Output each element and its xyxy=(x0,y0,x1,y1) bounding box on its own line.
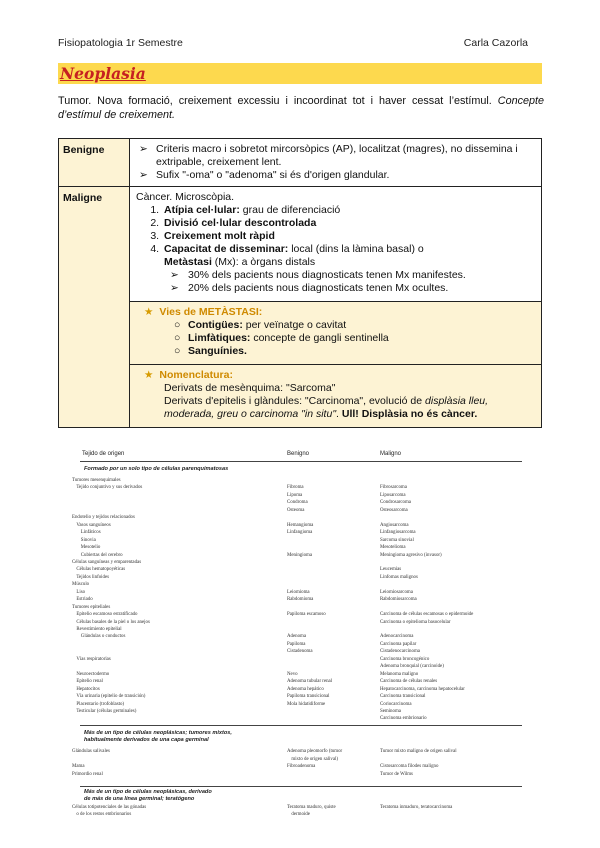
arrow-icon: ➢ xyxy=(170,282,179,294)
figure-cell: Carcinoma transicional xyxy=(380,694,426,700)
figure-cell: Linfangiosarcoma xyxy=(380,530,416,536)
figure-section-title: Formado por un solo tipo de células parenquimatosas xyxy=(84,466,229,472)
figure-header-benign: Benigno xyxy=(287,451,310,457)
vies-section xyxy=(130,301,541,364)
neoplasia-table xyxy=(58,138,542,428)
figure-cell: Glándulas salivales xyxy=(72,749,110,754)
figure-cell: Endotelio y tejidos relacionados xyxy=(72,515,135,521)
figure-cell: Linfangioma xyxy=(287,530,313,536)
figure-cell: Mesotelio xyxy=(80,545,101,551)
figure-rule xyxy=(80,725,522,726)
figure-cell: Rabdomiosarcoma xyxy=(380,597,417,603)
figure-cell: Sarcoma sinovial xyxy=(380,537,414,543)
maligne-main xyxy=(130,187,541,301)
figure-cell: Carcinoma embrionario xyxy=(380,716,427,722)
figure-cell: Tejidos linfoides xyxy=(76,574,110,580)
metastasis-stat: ➢ 20% dels pacients nous diagnosticats tenen Mx ocultes. xyxy=(170,282,449,294)
figure-cell: Nevo xyxy=(287,671,298,677)
figure-cell: Teratoma maduro, quiste xyxy=(287,805,336,810)
figure-cell: Osteosarcoma xyxy=(380,507,408,513)
figure-cell: Sinovia xyxy=(80,537,96,543)
figure-cell: Liposarcoma xyxy=(380,492,406,498)
figure-cell: dermoide xyxy=(291,812,310,817)
figure-cell: Tumores mesenquimales xyxy=(72,478,121,483)
figure-rule xyxy=(80,786,522,787)
figure-cell: Músculo xyxy=(72,582,90,588)
tumor-classification-figure xyxy=(58,447,550,825)
nomenclatura-section xyxy=(130,364,541,427)
figure-cell: Vasos sanguíneos xyxy=(76,522,111,528)
maligne-label: Maligne xyxy=(59,187,130,428)
figure-cell: Melanoma maligno xyxy=(380,671,419,677)
figure-cell: Osteoma xyxy=(287,507,305,513)
intro-paragraph xyxy=(58,94,544,122)
figure-cell: Adenoma pleomorfo (tumor xyxy=(287,749,343,754)
figure-cell: Primordio renal xyxy=(72,771,103,777)
figure-cell: Adenoma tubular renal xyxy=(287,679,333,685)
figure-cell: Hemangioma xyxy=(287,522,314,528)
figure-cell: Papiloma escamoso xyxy=(287,612,326,618)
figure-cell: Mesotelioma xyxy=(380,545,406,551)
benigne-row xyxy=(59,139,542,187)
figure-cell: Seminoma xyxy=(380,708,401,714)
figure-header-origin: Tejido de origen xyxy=(82,451,125,457)
figure-cell: Teratoma inmaduro, teratocarcinoma xyxy=(380,805,453,810)
maligne-list xyxy=(136,204,535,269)
figure-cell: Estriado xyxy=(76,597,93,603)
arrow-icon: ➢ xyxy=(170,269,179,281)
figure-cell: Linfáticos xyxy=(80,530,101,536)
list-item: 3. Creixement molt ràpid xyxy=(162,230,535,243)
figure-cell: Rabdomioma xyxy=(287,597,314,603)
figure-cell: Mola hidatidiforme xyxy=(287,701,326,707)
figure-cell: Leiomioma xyxy=(287,589,310,595)
header-left: Fisiopatologia 1r Semestre xyxy=(58,37,183,49)
vies-item: ○ Contigües: per veïnatge o cavitat xyxy=(174,319,347,331)
figure-cell: Cistadenoma xyxy=(287,649,313,655)
benigne-content xyxy=(130,139,542,187)
figure-cell: Fibroadenoma xyxy=(287,764,316,769)
figure-rule xyxy=(80,461,522,462)
nomenclatura-title: Nomenclatura: xyxy=(159,369,233,381)
figure-cell: Revestimiento epitelial xyxy=(76,627,122,632)
figure-cell: Vías respiratorias xyxy=(76,656,111,662)
figure-cell: o de los restos embrionarios xyxy=(76,812,132,817)
figure-cell: Hepatocitos xyxy=(76,686,100,692)
figure-cell: Vía urinaria (epitelio de transición) xyxy=(76,694,146,700)
figure-cell: Papiloma xyxy=(287,641,306,647)
nomenclatura-line: Derivats d'epitelis i glàndules: "Carcinoma", evolució de displàsia lleu, moderada, greu o carcinoma "in situ". Ull! Displàsia no és càncer. xyxy=(164,395,489,420)
vies-item: ○ Limfàtiques: concepte de gangli sentinella xyxy=(174,332,389,344)
figure-cell: Tumor mixto maligno de origen salival xyxy=(380,749,457,754)
figure-cell: Papiloma transicional xyxy=(287,694,330,700)
figure-cell: Tejido conjuntivo y sus derivados xyxy=(76,485,143,491)
list-item: 2. Divisió cel·lular descontrolada xyxy=(162,217,535,230)
vies-title: Vies de METÀSTASI: xyxy=(159,306,263,318)
figure-cell: Adenoma bronquial (carcinoide) xyxy=(380,664,444,670)
star-icon: ★ xyxy=(144,306,154,318)
arrow-icon: ➢ xyxy=(139,169,148,181)
figure-cell: Leiomiosarcoma xyxy=(380,589,413,595)
list-item: 1. Atípia cel·lular: grau de diferenciació xyxy=(162,204,535,217)
vies-item: ○ Sanguínies. xyxy=(174,345,247,357)
figure-cell: Carcinoma papilar xyxy=(380,641,417,647)
star-icon: ★ xyxy=(144,369,154,381)
circle-icon: ○ xyxy=(174,332,181,344)
figure-cell: Carcinoma de células renales xyxy=(380,679,438,685)
figure-cell: Epitelio renal xyxy=(76,679,103,685)
intro-text: Tumor. Nova formació, creixement excessiu i incoordinat tot i haver cessat l’estímul. xyxy=(58,95,492,107)
figure-cell: Células totipotenciales de las gónadas xyxy=(72,805,147,810)
figure-cell: Condrosarcoma xyxy=(380,500,411,506)
figure-cell: Neuroectodermo xyxy=(76,671,110,677)
figure-cell: Tumores epiteliales xyxy=(72,604,111,610)
figure-cell: Fibrosarcoma xyxy=(380,485,407,491)
figure-cell: Testicular (células germinales) xyxy=(76,708,137,714)
header-right: Carla Cazorla xyxy=(463,37,528,49)
metastasis-stat: ➢ 30% dels pacients nous diagnosticats tenen Mx manifestes. xyxy=(170,269,466,281)
maligne-content xyxy=(130,187,542,428)
arrow-icon: ➢ xyxy=(139,143,148,155)
title-bar xyxy=(58,63,542,84)
list-item: 4. Capacitat de disseminar: local (dins la làmina basal) o Metàstasi (Mx): a òrgans distals xyxy=(162,243,535,269)
maligne-intro: Càncer. Microscòpia. xyxy=(136,191,235,203)
figure-cell: Cistadenocarcinoma xyxy=(380,649,420,655)
nomenclatura-line: Derivats de mesènquima: "Sarcoma" xyxy=(164,382,336,394)
figure-cell: Adenoma xyxy=(287,634,307,640)
intro-italic: Concepte d’estímul de creixement. xyxy=(58,95,545,121)
figure-cell: Cubiertas del cerebro xyxy=(80,552,123,558)
figure-cell: Glándulas o conductos xyxy=(80,634,126,640)
figure-cell: Leucemias xyxy=(380,567,402,573)
figure-cell: Fibroma xyxy=(287,485,304,491)
figure-cell: Placentario (trofoblasto) xyxy=(76,701,125,707)
figure-cell: Condroma xyxy=(287,500,308,506)
figure-cell: Carcinoma o epitelioma basocelular xyxy=(380,619,451,625)
figure-cell: Epitelio escamoso estratificado xyxy=(76,612,138,618)
benigne-label: Benigne xyxy=(59,139,130,187)
figure-cell: Meningioma xyxy=(287,552,312,558)
figure-cell: Lipoma xyxy=(287,492,303,498)
circle-icon: ○ xyxy=(174,319,181,331)
figure-section-title: Más de un tipo de células neoplásicas, derivado de más de una línea germinal; teratógeno xyxy=(84,789,212,802)
figure-cell: Células sanguíneas y emparentadas xyxy=(72,559,142,565)
figure-cell: Carcinoma de células escamosas o epidermoide xyxy=(380,612,474,618)
figure-cell: mixto de origen salival) xyxy=(291,756,338,762)
benigne-bullet: ➢ Criteris macro i sobretot mircorsòpics (AP), localitzat (magres), no dissemina i extripable, creixement lent. xyxy=(139,143,518,168)
figure-cell: Meningioma agresivo (invasor) xyxy=(380,552,442,558)
figure-cell: Linfomas malignos xyxy=(380,574,418,580)
figure-header-malign: Maligno xyxy=(380,451,402,457)
figure-cell: Cistosarcoma filodes maligno xyxy=(380,764,439,769)
figure-cell: Liso xyxy=(76,589,86,595)
figure-cell: Células hematopoyéticas xyxy=(76,567,126,573)
figure-cell: Angiosarcoma xyxy=(380,522,409,528)
figure-cell: Carcinoma broncogénico xyxy=(380,656,430,662)
figure-cell: Mama xyxy=(72,764,85,769)
circle-icon: ○ xyxy=(174,345,181,357)
figure-cell: Adenoma hepático xyxy=(287,686,324,692)
figure-cell: Tumor de Wilms xyxy=(380,771,413,777)
benigne-bullet: ➢ Sufix "-oma" o "adenoma" si és d'origen glandular. xyxy=(139,169,390,181)
figure-cell: Células basales de la piel o los anejos xyxy=(76,619,150,625)
page-title: Neoplasia xyxy=(60,64,146,83)
figure-cell: Coriocarcinoma xyxy=(380,701,412,707)
maligne-row xyxy=(59,187,542,428)
figure-cell: Hepatocarcinoma, carcinoma hepatocelular xyxy=(380,686,465,692)
figure-section-title: Más de un tipo de células neoplásicas; tumores mixtos, habitualmente derivados de una capa germinal xyxy=(84,730,232,743)
figure-cell: Adenocarcinoma xyxy=(380,634,414,640)
